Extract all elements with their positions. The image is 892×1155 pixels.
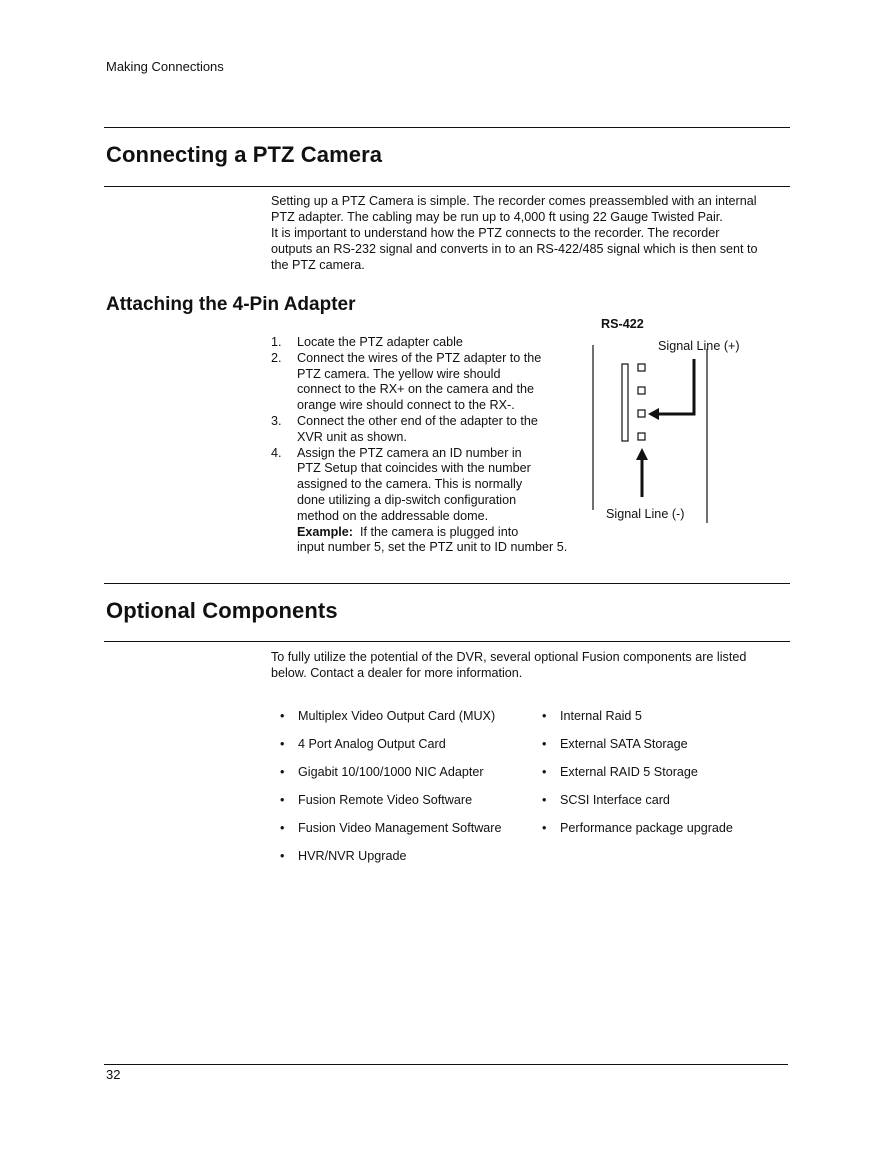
- list-item: [542, 764, 782, 792]
- step-text-line: Locate the PTZ adapter cable: [297, 335, 463, 349]
- example-line: [297, 525, 591, 541]
- step-item: [271, 414, 591, 446]
- ptz-intro-line: Setting up a PTZ Camera is simple. The recorder comes preassembled with an internal: [271, 194, 757, 208]
- optional-list-left: [280, 708, 530, 876]
- optional-list-right: [542, 708, 782, 848]
- step-text-line: method on the addressable dome.: [297, 508, 489, 523]
- list-item-label: External SATA Storage: [560, 737, 688, 751]
- ptz-intro-line: It is important to understand how the PTZ connects to the recorder. The recorder: [271, 226, 720, 240]
- list-item: [542, 792, 782, 820]
- step-text-line: PTZ Setup that coincides with the number: [297, 461, 531, 476]
- bullet-icon: •: [542, 737, 547, 751]
- example-text: If the camera is plugged into: [353, 524, 519, 539]
- step-text-line: PTZ camera. The yellow wire should: [297, 366, 501, 381]
- running-header: Making Connections: [106, 59, 224, 74]
- section-title-optional: Optional Components: [106, 598, 338, 623]
- section-top-rule: [104, 583, 790, 584]
- connector-body: [622, 364, 628, 441]
- step-number: 3.: [271, 413, 282, 428]
- bullet-icon: •: [280, 709, 285, 723]
- step-number: 1.: [271, 335, 282, 349]
- bullet-icon: •: [280, 821, 285, 835]
- example-text-line: input number 5, set the PTZ unit to ID number 5.: [297, 540, 568, 555]
- bullet-icon: •: [542, 709, 547, 723]
- connector-pin: [638, 410, 645, 417]
- list-item: [542, 708, 782, 736]
- step-item: [271, 335, 591, 351]
- ptz-intro-line: PTZ adapter. The cabling may be run up to 4,000 ft using 22 Gauge Twisted Pair.: [271, 210, 723, 224]
- section-bottom-rule: [104, 641, 790, 642]
- list-item-label: Multiplex Video Output Card (MUX): [298, 709, 496, 723]
- list-item-label: Fusion Video Management Software: [298, 821, 502, 835]
- optional-intro-line: To fully utilize the potential of the DVR, several optional Fusion components are listed: [271, 650, 747, 664]
- signal-plus-label: Signal Line (+): [658, 339, 740, 353]
- list-item-label: SCSI Interface card: [560, 793, 670, 807]
- optional-intro-paragraph: [271, 649, 791, 681]
- list-item: [280, 848, 530, 876]
- arrow-up-icon: [636, 448, 648, 460]
- step-text-line: connect to the RX+ on the camera and the: [297, 382, 534, 397]
- diagram-title: RS-422: [601, 317, 644, 331]
- section-title-ptz: Connecting a PTZ Camera: [106, 142, 383, 167]
- ptz-intro-line: the PTZ camera.: [271, 258, 365, 272]
- list-item-label: 4 Port Analog Output Card: [298, 737, 446, 751]
- section-bottom-rule: [104, 186, 790, 187]
- step-item: [271, 446, 591, 557]
- list-item: [542, 736, 782, 764]
- list-item-label: Internal Raid 5: [560, 709, 642, 723]
- step-text-line: Connect the wires of the PTZ adapter to the: [297, 350, 542, 365]
- list-item: [280, 820, 530, 848]
- step-text-line: assigned to the camera. This is normally: [297, 477, 523, 492]
- bullet-icon: •: [280, 849, 285, 863]
- rs422-wiring-diagram: [580, 335, 730, 530]
- step-number: 4.: [271, 445, 282, 460]
- list-item: [280, 708, 530, 736]
- step-number: 2.: [271, 350, 282, 365]
- ptz-intro-paragraph: [271, 193, 791, 273]
- step-text-line: XVR unit as shown.: [297, 429, 407, 444]
- list-item-label: Performance package upgrade: [560, 821, 733, 835]
- signal-plus-wire: [658, 359, 694, 414]
- list-item-label: Gigabit 10/100/1000 NIC Adapter: [298, 765, 484, 779]
- bullet-icon: •: [280, 793, 285, 807]
- step-text-line: Assign the PTZ camera an ID number in: [297, 445, 522, 460]
- optional-intro-line: below. Contact a dealer for more information.: [271, 666, 523, 680]
- adapter-steps-list: [271, 335, 591, 556]
- list-item: [280, 736, 530, 764]
- arrow-left-icon: [648, 408, 659, 420]
- list-item: [542, 820, 782, 848]
- subsection-title-adapter: Attaching the 4-Pin Adapter: [106, 294, 356, 315]
- bullet-icon: •: [542, 793, 547, 807]
- list-item: [280, 764, 530, 792]
- connector-pin: [638, 364, 645, 371]
- connector-pin: [638, 387, 645, 394]
- bullet-icon: •: [542, 821, 547, 835]
- example-label: Example:: [297, 524, 353, 539]
- list-item-label: External RAID 5 Storage: [560, 765, 698, 779]
- page-number: 32: [106, 1067, 121, 1082]
- step-text-line: orange wire should connect to the RX-.: [297, 398, 515, 413]
- bullet-icon: •: [280, 737, 285, 751]
- bullet-icon: •: [542, 765, 547, 779]
- step-item: [271, 351, 591, 414]
- list-item-label: HVR/NVR Upgrade: [298, 849, 407, 863]
- list-item-label: Fusion Remote Video Software: [298, 793, 473, 807]
- footer-rule: [104, 1064, 788, 1065]
- signal-minus-label: Signal Line (-): [606, 507, 685, 521]
- step-text-line: done utilizing a dip-switch configuration: [297, 492, 517, 507]
- ptz-intro-line: outputs an RS-232 signal and converts in to an RS-422/485 signal which is then sent to: [271, 242, 758, 256]
- list-item: [280, 792, 530, 820]
- connector-pin: [638, 433, 645, 440]
- bullet-icon: •: [280, 765, 285, 779]
- section-top-rule: [104, 127, 790, 128]
- step-text-line: Connect the other end of the adapter to the: [297, 413, 538, 428]
